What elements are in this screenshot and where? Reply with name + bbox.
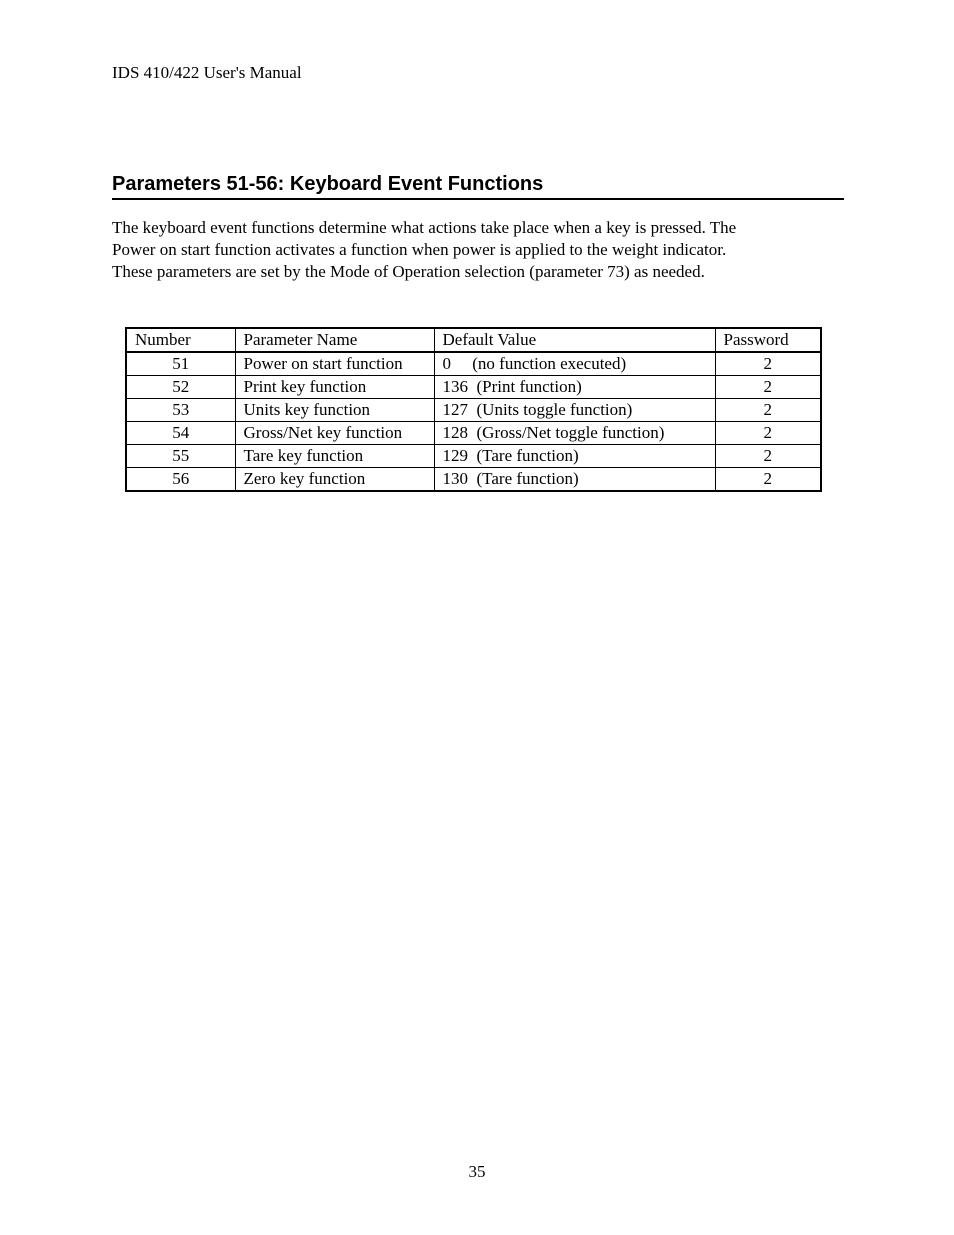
cell-number: 53 [126,399,235,422]
cell-number: 51 [126,352,235,376]
cell-default-value: 127 (Units toggle function) [434,399,715,422]
intro-line: These parameters are set by the Mode of Operation selection (parameter 73) as needed. [112,262,705,281]
cell-number: 52 [126,376,235,399]
page-number: 35 [468,1162,486,1181]
parameters-table [125,327,822,492]
cell-password: 2 [715,376,821,399]
intro-line: The keyboard event functions determine what actions take place when a key is pressed. The [112,218,737,237]
cell-number: 56 [126,468,235,492]
cell-parameter-name: Units key function [235,399,434,422]
cell-default-value: 0 (no function executed) [434,352,715,376]
column-header-parameter-name: Parameter Name [235,328,434,352]
intro-line: Power on start function activates a function when power is applied to the weight indicator. [112,240,727,259]
cell-password: 2 [715,399,821,422]
cell-default-value: 130 (Tare function) [434,468,715,492]
cell-password: 2 [715,445,821,468]
table-row [126,399,821,422]
cell-password: 2 [715,468,821,492]
table-row [126,422,821,445]
table-row [126,352,821,376]
table-row [126,445,821,468]
table-header-row [126,328,821,352]
cell-default-value: 136 (Print function) [434,376,715,399]
cell-parameter-name: Zero key function [235,468,434,492]
cell-parameter-name: Print key function [235,376,434,399]
running-header: IDS 410/422 User's Manual [112,63,302,82]
cell-default-value: 129 (Tare function) [434,445,715,468]
table-row [126,468,821,492]
cell-number: 54 [126,422,235,445]
cell-password: 2 [715,422,821,445]
section-title: Parameters 51-56: Keyboard Event Functions [112,172,844,200]
column-header-default-value: Default Value [434,328,715,352]
cell-number: 55 [126,445,235,468]
cell-default-value: 128 (Gross/Net toggle function) [434,422,715,445]
cell-parameter-name: Gross/Net key function [235,422,434,445]
cell-parameter-name: Tare key function [235,445,434,468]
intro-paragraph [112,217,832,283]
column-header-number: Number [126,328,235,352]
cell-parameter-name: Power on start function [235,352,434,376]
column-header-password: Password [715,328,821,352]
cell-password: 2 [715,352,821,376]
table-row [126,376,821,399]
